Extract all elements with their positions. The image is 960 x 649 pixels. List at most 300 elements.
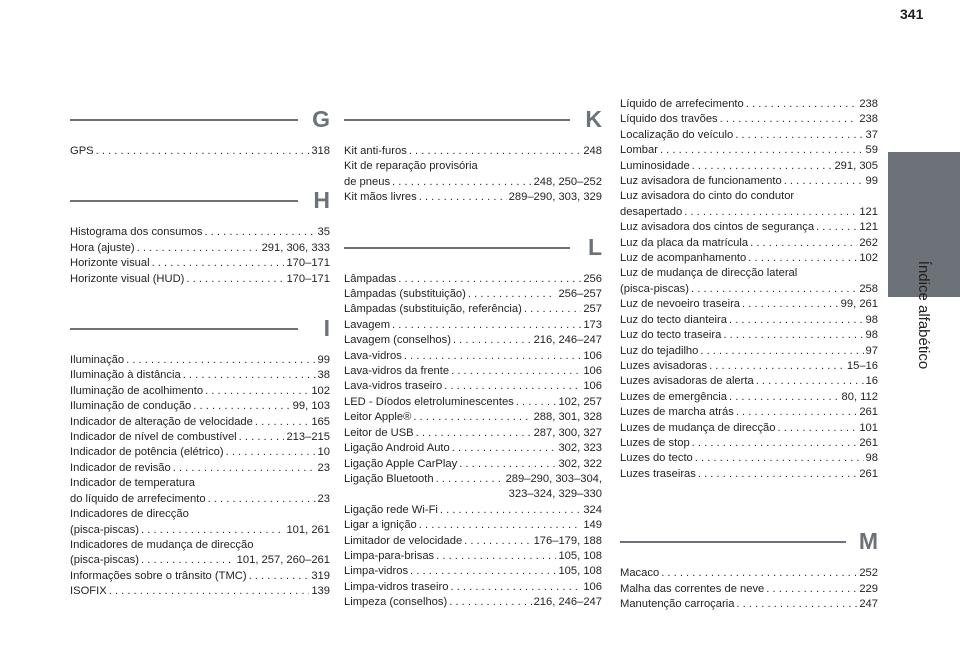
index-entry[interactable] — [344, 318, 602, 333]
index-entry[interactable] — [620, 189, 878, 220]
index-entry[interactable] — [620, 405, 878, 420]
entry-line — [344, 549, 602, 564]
dot-leader — [729, 390, 840, 405]
page-reference[interactable]: 216, 246–247 — [533, 334, 602, 347]
entry-line — [344, 190, 602, 205]
index-entry[interactable] — [620, 451, 878, 466]
index-entry[interactable] — [620, 566, 878, 581]
entry-line — [344, 518, 602, 533]
entry-term: Luzes do tecto — [620, 452, 693, 465]
dot-leader — [516, 395, 557, 410]
page-reference[interactable]: 248, 250–252 — [533, 175, 602, 188]
page-reference[interactable]: 229 — [859, 582, 878, 595]
index-entry[interactable] — [344, 190, 602, 205]
entry-line — [70, 461, 330, 476]
entry-line — [620, 205, 878, 220]
index-section — [344, 232, 602, 611]
section-tab-label: Índice alfabético — [915, 260, 932, 370]
dot-leader — [255, 415, 309, 430]
entry-term: Hora (ajuste) — [70, 241, 135, 254]
entry-term: Kit anti-furos — [344, 145, 407, 157]
index-entry[interactable] — [70, 256, 330, 271]
page-reference[interactable]: 289–290, 303, 329 — [508, 191, 602, 204]
index-entry[interactable] — [620, 374, 878, 389]
index-entry[interactable] — [620, 159, 878, 174]
dot-leader — [736, 405, 858, 420]
dot-leader — [459, 457, 556, 472]
dot-leader — [392, 318, 581, 333]
entry-term: Luzes de mudança de direcção — [620, 421, 776, 434]
page-reference[interactable]: 324 — [583, 503, 602, 516]
entry-term: Limpeza (conselhos) — [344, 596, 448, 609]
entry-term: Manutenção carroçaria — [620, 597, 735, 610]
page-reference[interactable]: 106 — [583, 349, 602, 362]
dot-leader — [709, 359, 845, 374]
entry-line — [620, 436, 878, 451]
index-entry[interactable] — [620, 359, 878, 374]
index-entry[interactable] — [620, 582, 878, 597]
page-reference[interactable]: 262 — [859, 236, 878, 249]
index-entry[interactable] — [70, 430, 330, 445]
page-reference[interactable]: 318 — [311, 145, 330, 157]
index-column-3 — [620, 97, 878, 612]
entry-line — [344, 318, 602, 333]
index-entry[interactable] — [620, 128, 878, 143]
entry-term: Luz avisadora dos cintos de segurança — [620, 221, 815, 234]
entry-line — [70, 241, 330, 256]
entry-term: GPS — [70, 145, 94, 157]
entry-line — [344, 426, 602, 441]
dot-leader — [449, 595, 531, 610]
page-reference[interactable]: 238 — [859, 98, 878, 110]
entry-line — [620, 251, 878, 266]
entry-line — [620, 467, 878, 482]
index-entry[interactable] — [344, 159, 602, 190]
entry-line — [620, 421, 878, 436]
entry-line — [620, 159, 878, 174]
entry-term: Indicadores de mudança de direcção — [70, 538, 254, 551]
dot-leader — [239, 430, 285, 445]
index-entry[interactable] — [344, 595, 602, 610]
entry-term: Ligar a ignição — [344, 519, 417, 532]
page-reference[interactable]: 291, 306, 333 — [261, 241, 330, 254]
dot-leader — [750, 236, 857, 251]
entry-term: Leitor de USB — [344, 426, 414, 439]
entry-term: Luzes de emergência — [620, 390, 727, 403]
index-section — [70, 104, 330, 159]
index-entry[interactable] — [70, 538, 330, 569]
index-entry[interactable] — [620, 344, 878, 359]
section-rule — [70, 200, 298, 202]
dot-leader — [436, 472, 504, 487]
dot-leader — [444, 379, 581, 394]
page-reference[interactable]: 106 — [583, 365, 602, 378]
index-entry[interactable] — [70, 272, 330, 287]
index-entry[interactable] — [344, 503, 602, 518]
entry-term: Lava-vidros — [344, 349, 402, 362]
entry-term: Luz de mudança de direcção lateral — [620, 267, 798, 280]
page-reference[interactable]: 80, 112 — [841, 390, 878, 403]
entry-line — [620, 390, 878, 405]
entry-line — [70, 353, 330, 368]
entry-line — [70, 569, 330, 584]
page-reference[interactable]: 38 — [317, 369, 330, 382]
page-reference[interactable]: 261 — [859, 406, 878, 419]
dot-leader — [452, 441, 557, 456]
entry-term: Indicador de revisão — [70, 461, 171, 474]
entry-line — [344, 272, 602, 287]
entry-term: Luz avisadora de funcionamento — [620, 175, 782, 188]
index-entry[interactable] — [70, 384, 330, 399]
entry-term: Localização do veículo — [620, 128, 734, 141]
page-reference[interactable]: 165 — [311, 415, 330, 428]
section-letter: L — [587, 233, 602, 260]
entry-line — [344, 534, 602, 549]
index-entry[interactable] — [620, 297, 878, 312]
page-reference[interactable]: 98 — [865, 329, 878, 342]
entry-term: Ligação Android Auto — [344, 442, 450, 455]
index-entry[interactable] — [70, 399, 330, 414]
index-entry[interactable] — [620, 220, 878, 235]
index-entry[interactable] — [620, 328, 878, 343]
section-letter: K — [585, 106, 602, 132]
entry-line — [344, 302, 602, 317]
section-header — [344, 104, 602, 134]
page-reference[interactable]: 302, 322 — [558, 457, 602, 470]
dot-leader — [450, 580, 581, 595]
entry-term: Iluminação de acolhimento — [70, 384, 204, 397]
page-reference[interactable]: 98 — [865, 452, 878, 465]
entry-line — [620, 174, 878, 189]
dot-leader — [226, 445, 316, 460]
entry-term: Luz de nevoeiro traseira — [620, 298, 741, 311]
dot-leader — [413, 410, 531, 425]
dot-leader — [440, 503, 581, 518]
entry-line — [70, 523, 330, 538]
dot-leader — [183, 368, 316, 383]
entry-line — [620, 566, 878, 581]
entry-line — [70, 430, 330, 445]
entry-line — [344, 595, 602, 610]
index-entry[interactable] — [344, 457, 602, 472]
entry-line — [70, 225, 330, 240]
page-reference[interactable]: 23 — [317, 492, 330, 505]
dot-leader — [777, 421, 857, 436]
index-section — [70, 313, 330, 600]
index-entry[interactable] — [70, 225, 330, 240]
index-entry[interactable] — [344, 364, 602, 379]
index-entry[interactable] — [344, 349, 602, 364]
index-section — [620, 526, 878, 612]
page-reference[interactable]: 261 — [859, 436, 878, 449]
page-reference[interactable]: 173 — [583, 318, 602, 331]
page-reference[interactable]: 97 — [865, 344, 878, 357]
index-entry[interactable] — [344, 472, 602, 503]
dot-leader — [742, 297, 839, 312]
entry-line — [70, 384, 330, 399]
page-reference[interactable]: 302, 323 — [558, 442, 602, 455]
index-entry[interactable] — [620, 97, 878, 112]
entry-term: Horizonte visual — [70, 257, 150, 270]
entry-term: (pisca-piscas) — [70, 554, 140, 567]
page-reference[interactable]: 99, 103 — [292, 400, 330, 413]
dot-leader — [816, 220, 857, 235]
dot-leader — [692, 436, 858, 451]
index-entry[interactable] — [620, 421, 878, 436]
section-header — [344, 232, 602, 262]
index-entry[interactable] — [344, 549, 602, 564]
dot-leader — [416, 426, 532, 441]
page-reference-continued[interactable]: 323–324, 329–330 — [508, 488, 602, 501]
index-entry[interactable] — [620, 251, 878, 266]
index-entry[interactable] — [70, 507, 330, 538]
dot-leader — [746, 97, 858, 112]
entry-line — [70, 445, 330, 460]
page-number: 341 — [900, 6, 924, 22]
dot-leader — [208, 492, 316, 507]
page-reference[interactable]: 216, 246–247 — [533, 596, 602, 609]
entry-term: Horizonte visual (HUD) — [70, 272, 185, 285]
dot-leader — [723, 328, 863, 343]
entry-line — [344, 175, 602, 190]
index-entry[interactable] — [70, 569, 330, 584]
section-rule — [70, 119, 298, 121]
page-reference[interactable]: 319 — [311, 569, 330, 582]
dot-leader — [96, 144, 310, 159]
entry-term: Luzes de marcha atrás — [620, 406, 734, 419]
entry-line — [344, 395, 602, 410]
entry-term: Leitor Apple® — [344, 411, 412, 424]
entry-line — [70, 368, 330, 383]
dot-leader — [141, 523, 284, 538]
index-entry[interactable] — [70, 461, 330, 476]
dot-leader — [436, 549, 556, 564]
index-entry[interactable] — [620, 467, 878, 482]
index-entry[interactable] — [620, 112, 878, 127]
entry-term: Luz de acompanhamento — [620, 252, 747, 265]
dot-leader — [451, 364, 581, 379]
section-rule — [344, 247, 570, 249]
dot-leader — [691, 282, 857, 297]
entry-line — [620, 359, 878, 374]
dot-leader — [453, 333, 532, 348]
entry-term: Limitador de velocidade — [344, 534, 463, 547]
dot-leader — [249, 569, 310, 584]
index-entry[interactable] — [344, 426, 602, 441]
index-entry[interactable] — [620, 390, 878, 405]
entry-term: Luz avisadora do cinto do condutor — [620, 190, 795, 203]
page-reference[interactable]: 248 — [583, 145, 602, 157]
dot-leader — [419, 190, 507, 205]
entry-term: do líquido de arrefecimento — [70, 492, 206, 505]
page-reference[interactable]: 258 — [859, 282, 878, 295]
entry-term: Lombar — [620, 144, 658, 157]
page-reference[interactable]: 213–215 — [286, 431, 330, 444]
page-reference[interactable]: 23 — [317, 461, 330, 474]
entry-term: Ligação rede Wi-Fi — [344, 503, 438, 516]
entry-line — [620, 128, 878, 143]
page-reference[interactable]: 238 — [859, 113, 878, 126]
index-entry[interactable] — [620, 236, 878, 251]
entry-line — [344, 503, 602, 518]
entry-line — [70, 415, 330, 430]
page-reference[interactable]: 287, 300, 327 — [533, 426, 602, 439]
index-entry[interactable] — [70, 144, 330, 159]
index-entry[interactable] — [70, 584, 330, 599]
dot-leader — [661, 566, 857, 581]
index-entry[interactable] — [344, 379, 602, 394]
page-reference[interactable]: 99 — [865, 175, 878, 188]
page-reference[interactable]: 170–171 — [286, 272, 330, 285]
page-reference[interactable]: 291, 305 — [834, 159, 878, 172]
index-entry[interactable] — [620, 313, 878, 328]
section-letter: I — [323, 315, 330, 342]
index-entry[interactable] — [620, 266, 878, 297]
entry-line — [344, 287, 602, 302]
page-reference[interactable]: 252 — [859, 567, 878, 580]
page-reference[interactable]: 101, 257, 260–261 — [236, 554, 330, 567]
page-reference[interactable]: 139 — [311, 585, 330, 598]
entry-line — [70, 399, 330, 414]
page-reference[interactable]: 261 — [859, 467, 878, 480]
section-letter: H — [313, 187, 330, 214]
page-reference[interactable]: 102 — [311, 384, 330, 397]
entry-term: Kit mãos livres — [344, 191, 417, 204]
entry-line — [70, 553, 330, 568]
entry-line — [620, 597, 878, 612]
page-reference[interactable]: 106 — [583, 380, 602, 393]
entry-line — [344, 564, 602, 579]
index-entry[interactable] — [344, 395, 602, 410]
dot-leader — [736, 597, 857, 612]
index-entry[interactable] — [344, 441, 602, 456]
page-reference[interactable]: 15–16 — [846, 359, 878, 372]
page-reference[interactable]: 99 — [317, 354, 330, 367]
index-entry[interactable] — [344, 580, 602, 595]
page-reference[interactable]: 176–179, 188 — [533, 534, 602, 547]
index-entry[interactable] — [344, 333, 602, 348]
index-entry[interactable] — [70, 476, 330, 507]
entry-term: Limpa-vidros — [344, 565, 409, 578]
page-reference[interactable]: 106 — [583, 580, 602, 593]
dot-leader — [404, 349, 582, 364]
page-reference[interactable]: 102 — [859, 252, 878, 265]
entry-line — [620, 297, 878, 312]
page-reference[interactable]: 289–290, 303–304, — [505, 472, 602, 485]
entry-term: Líquido dos travões — [620, 113, 718, 126]
page-reference[interactable]: 247 — [859, 597, 878, 610]
entry-line — [70, 492, 330, 507]
entry-term: Luz do tecto dianteira — [620, 313, 727, 326]
page-reference[interactable]: 170–171 — [286, 257, 330, 270]
entry-line — [70, 584, 330, 599]
index-entry[interactable] — [70, 353, 330, 368]
dot-leader — [410, 564, 556, 579]
entry-term: Lâmpadas — [344, 272, 397, 285]
index-entry[interactable] — [344, 287, 602, 302]
index-entry[interactable] — [344, 272, 602, 287]
entry-line — [344, 144, 602, 159]
page-reference[interactable]: 105, 108 — [558, 549, 602, 562]
entry-line — [620, 143, 878, 158]
page-reference[interactable]: 105, 108 — [558, 565, 602, 578]
page-reference[interactable]: 101 — [859, 421, 878, 434]
entry-line — [620, 220, 878, 235]
dot-leader — [152, 256, 285, 271]
index-entry[interactable] — [70, 445, 330, 460]
index-entry[interactable] — [344, 534, 602, 549]
entry-term: Lavagem — [344, 318, 391, 331]
page-reference[interactable]: 256 — [583, 272, 602, 285]
page-reference[interactable]: 102, 257 — [558, 395, 602, 408]
entry-term: Lava-vidros traseiro — [344, 380, 443, 393]
page-reference[interactable]: 101, 261 — [286, 523, 330, 536]
entry-line — [344, 580, 602, 595]
entry-line — [620, 236, 878, 251]
dot-leader — [193, 399, 290, 414]
page-reference[interactable]: 149 — [583, 519, 602, 532]
page-reference[interactable]: 10 — [317, 446, 330, 459]
page-reference[interactable]: 98 — [865, 313, 878, 326]
entry-term: Indicador de potência (elétrico) — [70, 446, 224, 459]
index-entry[interactable] — [344, 410, 602, 425]
entry-line — [70, 256, 330, 271]
entry-term: Macaco — [620, 567, 660, 580]
index-entry[interactable] — [70, 241, 330, 256]
entry-term: Luzes traseiras — [620, 467, 696, 480]
entry-term: Luz da placa da matrícula — [620, 236, 749, 249]
entry-line — [620, 451, 878, 466]
dot-leader — [720, 112, 858, 127]
index-entry[interactable] — [620, 143, 878, 158]
index-entry[interactable] — [70, 415, 330, 430]
page-reference[interactable]: 59 — [865, 144, 878, 157]
index-entry[interactable] — [620, 597, 878, 612]
dot-leader — [524, 302, 581, 317]
index-entry[interactable] — [344, 564, 602, 579]
page-reference[interactable]: 16 — [865, 375, 878, 388]
entry-term: Luminosidade — [620, 159, 690, 172]
page-reference[interactable]: 37 — [865, 128, 878, 141]
entry-term: Lâmpadas (substituição, referência) — [344, 303, 522, 316]
page-reference[interactable]: 256–257 — [558, 288, 602, 301]
entry-line — [620, 328, 878, 343]
index-entry[interactable] — [70, 368, 330, 383]
index-entry[interactable] — [344, 518, 602, 533]
entry-term: Malha das correntes de neve — [620, 582, 765, 595]
section-rule — [344, 119, 570, 121]
index-section — [620, 97, 878, 482]
entry-line — [620, 97, 878, 112]
page-reference[interactable]: 121 — [859, 205, 878, 218]
entry-term: (pisca-piscas) — [620, 282, 690, 295]
entry-term: de pneus — [344, 175, 391, 188]
page-reference[interactable]: 35 — [317, 226, 330, 239]
dot-leader — [109, 584, 310, 599]
entry-line — [344, 457, 602, 472]
entry-line — [620, 313, 878, 328]
page-reference[interactable]: 99, 261 — [840, 298, 878, 311]
index-entry[interactable] — [620, 436, 878, 451]
index-entry[interactable] — [344, 302, 602, 317]
index-entry[interactable] — [344, 144, 602, 159]
page-reference[interactable]: 121 — [859, 221, 878, 234]
index-entry[interactable] — [620, 174, 878, 189]
entry-line — [344, 472, 602, 487]
page-reference[interactable]: 288, 301, 328 — [533, 411, 602, 424]
page-reference[interactable]: 257 — [583, 303, 602, 316]
entry-term: Luz do tecto traseira — [620, 329, 722, 342]
